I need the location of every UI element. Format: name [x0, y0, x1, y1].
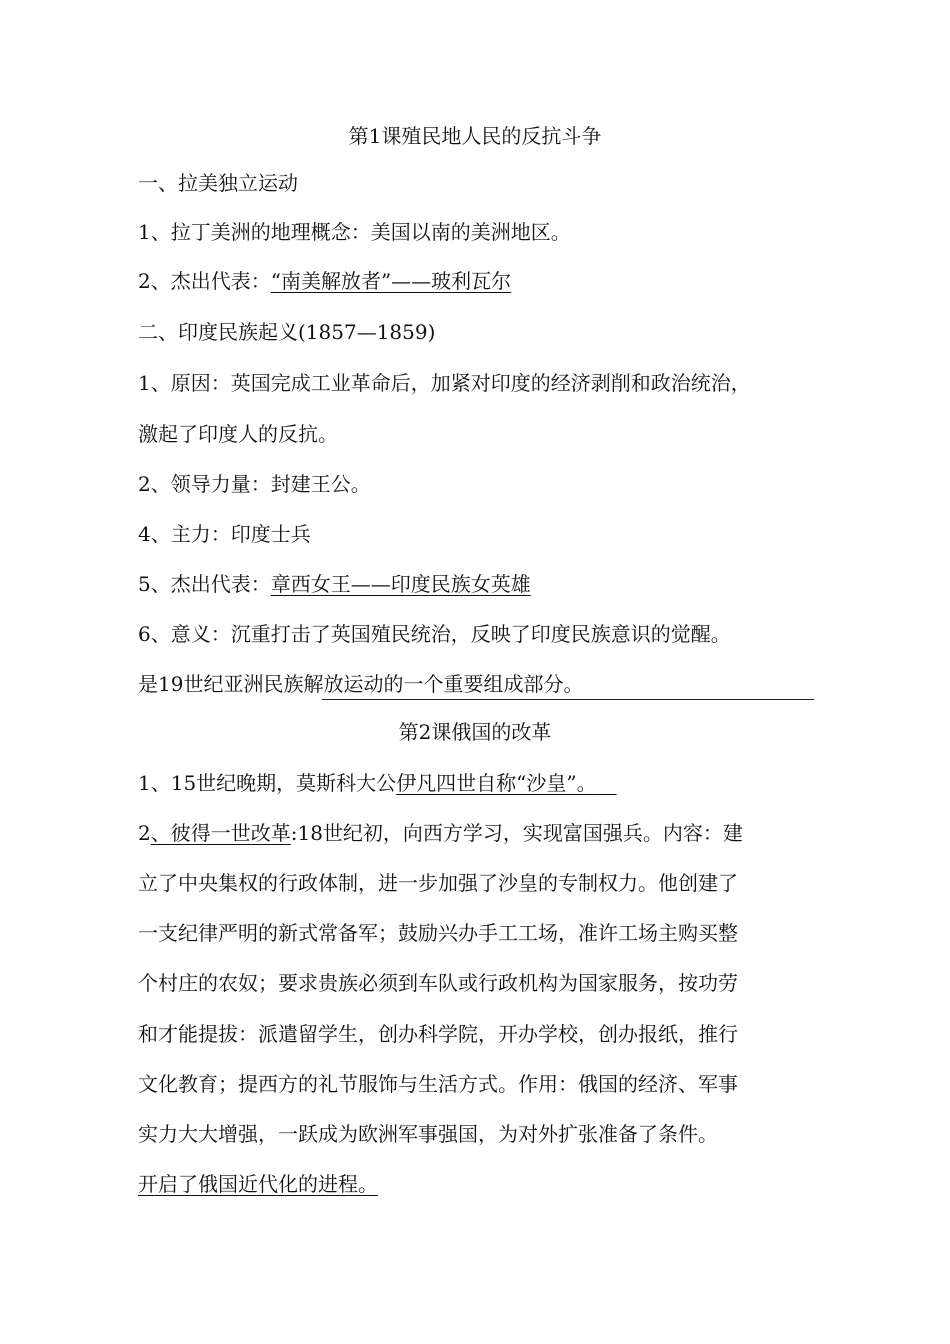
lesson2-paragraph2-line4: 个村庄的农奴；要求贵族必须到车队或行政机构为国家服务，按功劳 [138, 971, 738, 995]
section2-paragraph6-line2: 是19世纪亚洲民族解放运动的一个重要组成部分。 [138, 672, 584, 696]
lesson2-paragraph2-number: 2 [138, 821, 151, 845]
lesson2-paragraph2-line3: 一支纪律严明的新式常备军；鼓励兴办手工工场，准许工场主购买整 [138, 921, 738, 945]
lesson2-paragraph2-line6: 文化教育；提西方的礼节服饰与生活方式。作用：俄国的经济、军事 [138, 1072, 738, 1096]
section2-paragraph1-line1: 1、原因：英国完成工业革命后，加紧对印度的经济剥削和政治统治， [138, 371, 751, 395]
section2-paragraph1-line2: 激起了印度人的反抗。 [138, 422, 338, 446]
section2-heading: 二、印度民族起义(1857—1859) [138, 320, 436, 344]
section2-paragraph5 [138, 570, 818, 598]
lesson2-paragraph2-line1 [138, 819, 818, 847]
lesson2-paragraph2-line2: 立了中央集权的行政体制，进一步加强了沙皇的专制权力。他创建了 [138, 871, 738, 895]
underline-extension [597, 771, 617, 795]
section2-paragraph5-prefix: 5、杰出代表： [138, 572, 271, 596]
peter-reform-underlined-text: 、彼得一世改革 [150, 821, 291, 845]
lesson2-paragraph1-prefix: 1、15世纪晚期，莫斯科大公 [138, 771, 397, 795]
lesson2-title: 第2课俄国的改革 [398, 720, 552, 744]
section1-paragraph1: 1、拉丁美洲的地理概念：美国以南的美洲地区。 [138, 220, 571, 244]
section2-paragraph4: 4、主力：印度士兵 [138, 522, 311, 546]
section-divider-line [322, 699, 814, 700]
lesson2-paragraph2-line1-rest: :18世纪初，向西方学习，实现富国强兵。内容：建 [290, 821, 743, 845]
lesson2-paragraph2-line5: 和才能提拔：派遣留学生，创办科学院，开办学校，创办报纸，推行 [138, 1022, 738, 1046]
section2-paragraph2: 2、领导力量：封建王公。 [138, 472, 371, 496]
lesson1-title: 第1课殖民地人民的反抗斗争 [348, 124, 602, 148]
rani-underlined-text: 章西女王——印度民族女英雄 [270, 572, 531, 596]
section2-paragraph6-line1: 6、意义：沉重打击了英国殖民统治，反映了印度民族意识的觉醒。 [138, 622, 731, 646]
bolivar-underlined-text: “南美解放者”——玻利瓦尔 [270, 269, 512, 293]
modernization-underlined-text: 开启了俄国近代化的进程。 [138, 1172, 378, 1196]
lesson2-paragraph1 [138, 769, 818, 797]
lesson2-paragraph2-line7: 实力大大增强，一跃成为欧洲军事强国，为对外扩张准备了条件。 [138, 1122, 718, 1146]
section1-paragraph2-prefix: 2、杰出代表： [138, 269, 271, 293]
section1-heading: 一、拉美独立运动 [138, 171, 298, 195]
lesson2-paragraph2-line8 [138, 1170, 818, 1198]
section1-paragraph2 [138, 267, 818, 295]
ivan-underlined-text: 伊凡四世自称“沙皇”。 [396, 771, 597, 795]
